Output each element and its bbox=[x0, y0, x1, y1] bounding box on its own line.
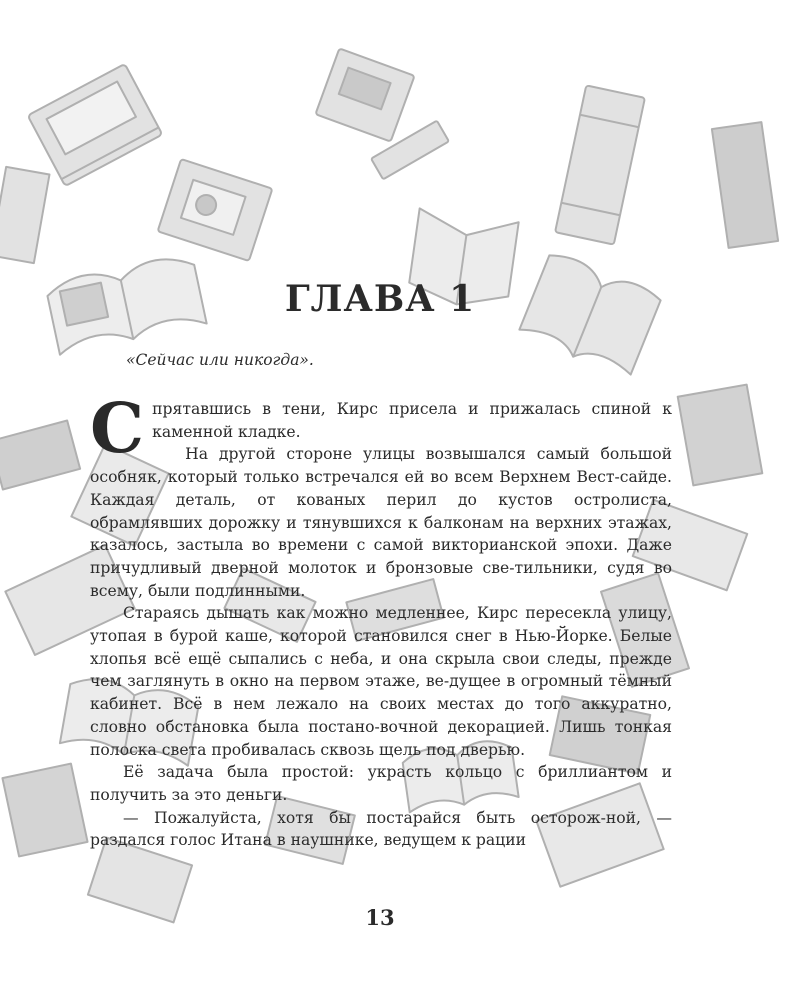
paragraph: На другой стороне улицы возвышался самый большой особняк, который только встречался ей во всем Верхнем Вест-сайде. Каждая деталь, от кованых перил до кустов остролиста, обрамлявших дорожку и тянувшихся к балконам на верхних этажах, казалось, застыла во времени с самой викторианской эпохи. Даже причудливый дверной молоток и бронзовые све-тильники, судя во всему, были подлинными. bbox=[90, 445, 672, 600]
paragraph: Стараясь дышать как можно медленнее, Кирс пересекла улицу, утопая в бурой каше, которой становился снег в Нью-Йорке. Белые хлопья всё ещё сыпались с неба, и она скрыла свои следы, прежде чем заглянуть в окно на первом этаже, ве-дущее в огромный тёмный кабинет. Всё в нем лежало на своих местах до того аккуратно, словно обстановка была постано-вочной декорацией. Лишь тонкая полоска света пробивалась сквозь щель под дверью. bbox=[90, 604, 672, 759]
epigraph: «Сейчас или никогда». bbox=[126, 351, 314, 369]
paragraph: Её задача была простой: украсть кольцо с бриллиантом и получить за это деньги. bbox=[90, 763, 672, 804]
body-text bbox=[90, 389, 672, 852]
chapter-title: ГЛАВА 1 bbox=[284, 278, 476, 320]
drop-cap: С bbox=[90, 389, 145, 469]
paragraph bbox=[90, 389, 672, 469]
page-number: 13 bbox=[365, 905, 395, 930]
paragraph-text: прятавшись в тени, Кирс присела и прижалась спиной к каменной кладке. bbox=[152, 400, 672, 441]
paragraph: — Пожалуйста, хотя бы постарайся быть осторож-ной, — раздался голос Итана в наушнике, ведущем к рации bbox=[90, 808, 672, 850]
